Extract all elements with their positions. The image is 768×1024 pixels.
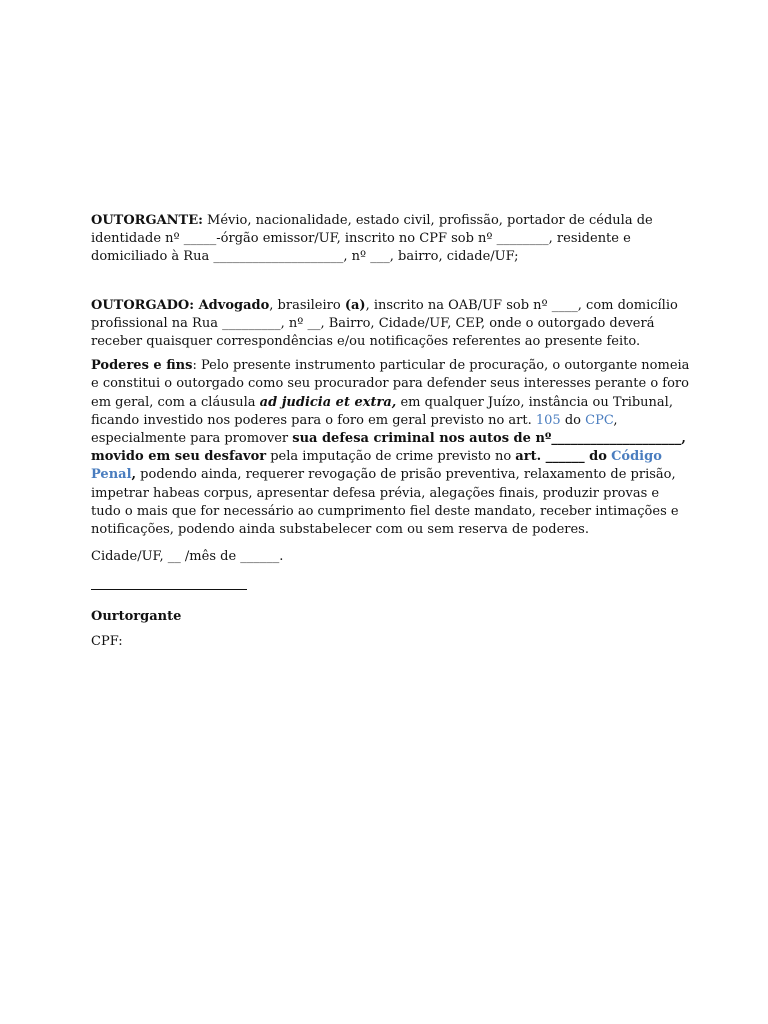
poderes-label: Poderes e fins bbox=[91, 358, 193, 374]
poderes-text-2: em qualquer Juízo, instância ou Tribunal, ficando investido nos poderes para o foro em geral previsto no art. bbox=[91, 394, 673, 428]
outorgado-name: Advogado bbox=[194, 297, 270, 313]
clause-ad-judicia: ad judicia et extra, bbox=[259, 394, 397, 410]
poderes-text-7: podendo ainda, requerer revogação de prisão preventiva, relaxamento de prisão, impetrar habeas corpus, apresentar defesa prévia, alegações finais, produzir provas e tudo o mais que for necessário ao cumprimento fiel deste mandato, receber intimações e notificações, podendo ainda substabelecer com ou sem reserva de poderes. bbox=[91, 467, 679, 538]
poderes-text-1: : Pelo presente instrumento particular de procuração, o outorgante nomeia e constitui o outorgado como seu procurador para defender seus interesses perante o foro em geral, com a cláusula bbox=[91, 358, 690, 410]
poderes-art-blank: art. ______ do bbox=[515, 449, 607, 465]
outorgado-text-1: , brasileiro bbox=[269, 297, 345, 313]
poderes-defesa-criminal: sua defesa criminal nos autos de nº____________________, movido em seu desfavor bbox=[91, 431, 686, 465]
poderes-text-3: do bbox=[560, 412, 586, 428]
signature-cpf: CPF: bbox=[91, 633, 123, 649]
document-body bbox=[91, 212, 691, 651]
poderes-comma: , bbox=[131, 467, 137, 483]
outorgado-label: OUTORGADO: bbox=[91, 297, 195, 313]
link-art-105[interactable]: 105 bbox=[535, 412, 561, 428]
outorgado-text-2: , inscrito na OAB/UF sob nº ____, com domicílio profissional na Rua _________, nº __, Bairro, Cidade/UF, CEP, onde o outorgado deverá receber quaisquer correspondências e/ou notificações referentes ao presente feito. bbox=[91, 297, 678, 350]
outorgante-label: OUTORGANTE: bbox=[91, 213, 203, 228]
signature-label bbox=[91, 608, 691, 626]
poderes-text-5: pela imputação de crime previsto no bbox=[266, 449, 516, 465]
poderes-paragraph bbox=[91, 357, 691, 539]
outorgado-gender-marker: (a) bbox=[344, 297, 366, 313]
outorgante-text: Mévio, nacionalidade, estado civil, profissão, portador de cédula de identidade nº _____-órgão emissor/UF, inscrito no CPF sob nº ________, residente e domiciliado à Rua ____________________, nº ___, bairro, cidade/UF; bbox=[91, 213, 653, 265]
outorgante-paragraph bbox=[91, 212, 691, 267]
poderes-text-4: , especialmente para promover bbox=[91, 412, 618, 447]
signature-name: Ourtorgante bbox=[91, 609, 182, 625]
link-cpc[interactable]: CPC bbox=[585, 412, 614, 428]
outorgado-paragraph bbox=[91, 297, 691, 352]
date-line: Cidade/UF, __ /mês de ______. bbox=[91, 549, 284, 565]
link-codigo-penal[interactable]: Código Penal bbox=[91, 449, 662, 483]
signature-line bbox=[91, 589, 247, 590]
